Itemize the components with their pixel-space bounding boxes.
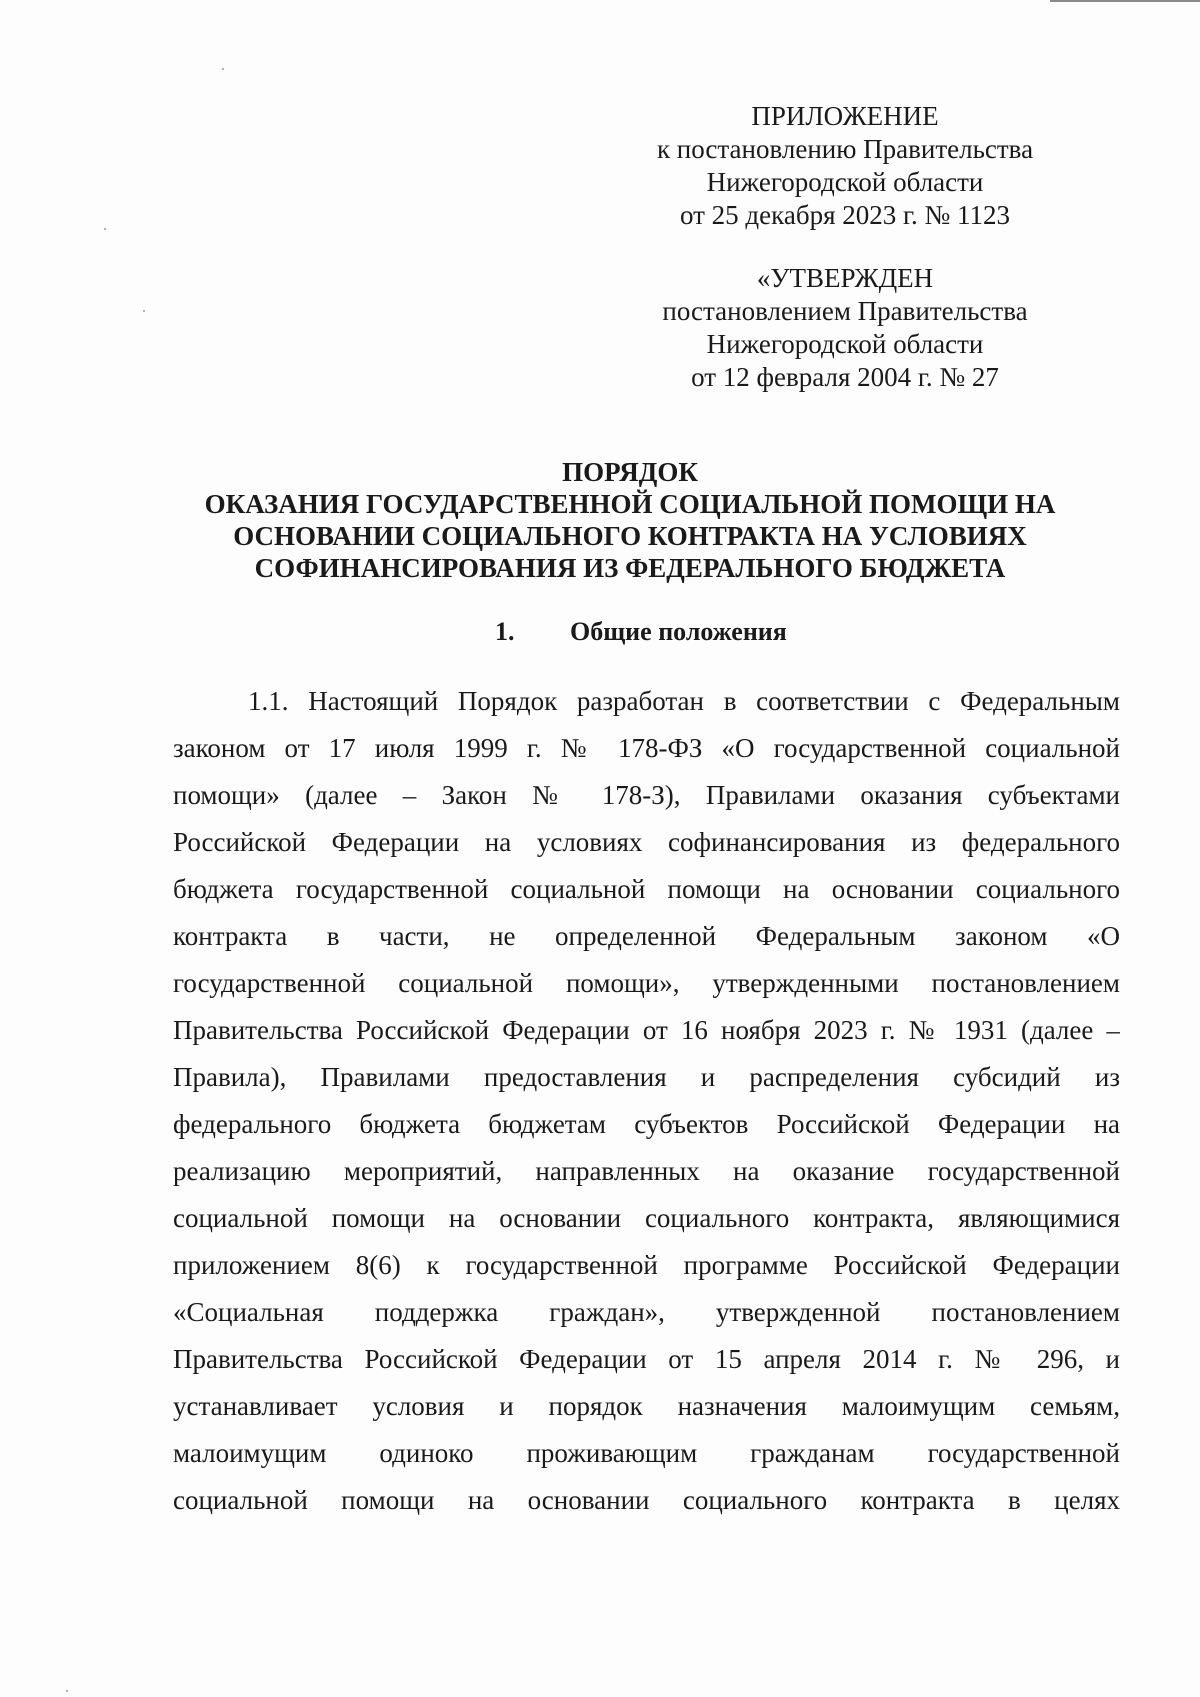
document-title-line-2: ОКАЗАНИЯ ГОСУДАРСТВЕННОЙ СОЦИАЛЬНОЙ ПОМОЩИ НА [204,489,1056,519]
section-number: 1. [495,617,515,646]
paragraph-line: законом от 17 июля 1999 г. № 178-ФЗ «О государственной социальной [173,733,1120,763]
paragraph-line: социальной помощи на основании социального контракта, являющимися [173,1203,1120,1233]
annex-line-1: к постановлению Правительства [656,134,1034,164]
paragraph-line: бюджета государственной социальной помощи на основании социального [173,874,1120,904]
paragraph-line: 1.1. Настоящий Порядок разработан в соответствии с Федеральным [248,686,1120,716]
annex-line-3: от 25 декабря 2023 г. № 1123 [679,200,1011,230]
section-title: Общие положения [570,617,787,646]
document-title-line-4: СОФИНАНСИРОВАНИЯ ИЗ ФЕДЕРАЛЬНОГО БЮДЖЕТА [254,553,1006,583]
paragraph-line: государственной социальной помощи», утвержденными постановлением [173,968,1120,998]
scan-speck [222,68,224,70]
paragraph-line: Российской Федерации на условиях софинансирования из федерального [173,827,1120,857]
approved-line-2: Нижегородской области [706,329,984,359]
approved-block [640,262,1050,394]
paragraph-line: реализацию мероприятий, направленных на оказание государственной [173,1156,1120,1186]
paragraph-line: Правила), Правилами предоставления и распределения субсидий из [173,1062,1120,1092]
scan-speck [143,310,145,312]
annex-line-2: Нижегородской области [706,167,984,197]
paragraph-1-1 [173,678,1120,1524]
paragraph-line: помощи» (далее – Закон № 178-З), Правилами оказания субъектами [173,780,1120,810]
paragraph-line: устанавливает условия и порядок назначения малоимущим семьям, [173,1391,1120,1421]
scan-border-line [1050,0,1200,2]
paragraph-line: приложением 8(6) к государственной программе Российской Федерации [173,1250,1120,1280]
paragraph-line: социальной помощи на основании социального контракта в целях [173,1485,1120,1515]
annex-title: ПРИЛОЖЕНИЕ [751,101,939,131]
paragraph-line: малоимущим одиноко проживающим гражданам государственной [173,1438,1120,1468]
document-title [100,456,1160,584]
paragraph-line: Правительства Российской Федерации от 15 апреля 2014 г. № 296, и [173,1344,1120,1374]
paragraph-line: федерального бюджета бюджетам субъектов Российской Федерации на [173,1109,1120,1139]
document-title-line-1: ПОРЯДОК [562,457,698,487]
scan-speck [104,228,106,230]
scan-speck [66,1690,68,1692]
paragraph-line: контракта в части, не определенной Федеральным законом «О [173,921,1120,951]
approved-line-3: от 12 февраля 2004 г. № 27 [691,362,999,392]
approved-title: «УТВЕРЖДЕН [756,263,934,293]
annex-block [640,100,1050,232]
section-heading [495,617,787,647]
paragraph-line: Правительства Российской Федерации от 16 ноября 2023 г. № 1931 (далее – [173,1015,1120,1045]
paragraph-line: «Социальная поддержка граждан», утвержденной постановлением [173,1297,1120,1327]
document-title-line-3: ОСНОВАНИИ СОЦИАЛЬНОГО КОНТРАКТА НА УСЛОВИЯХ [233,521,1027,551]
approved-line-1: постановлением Правительства [662,296,1028,326]
